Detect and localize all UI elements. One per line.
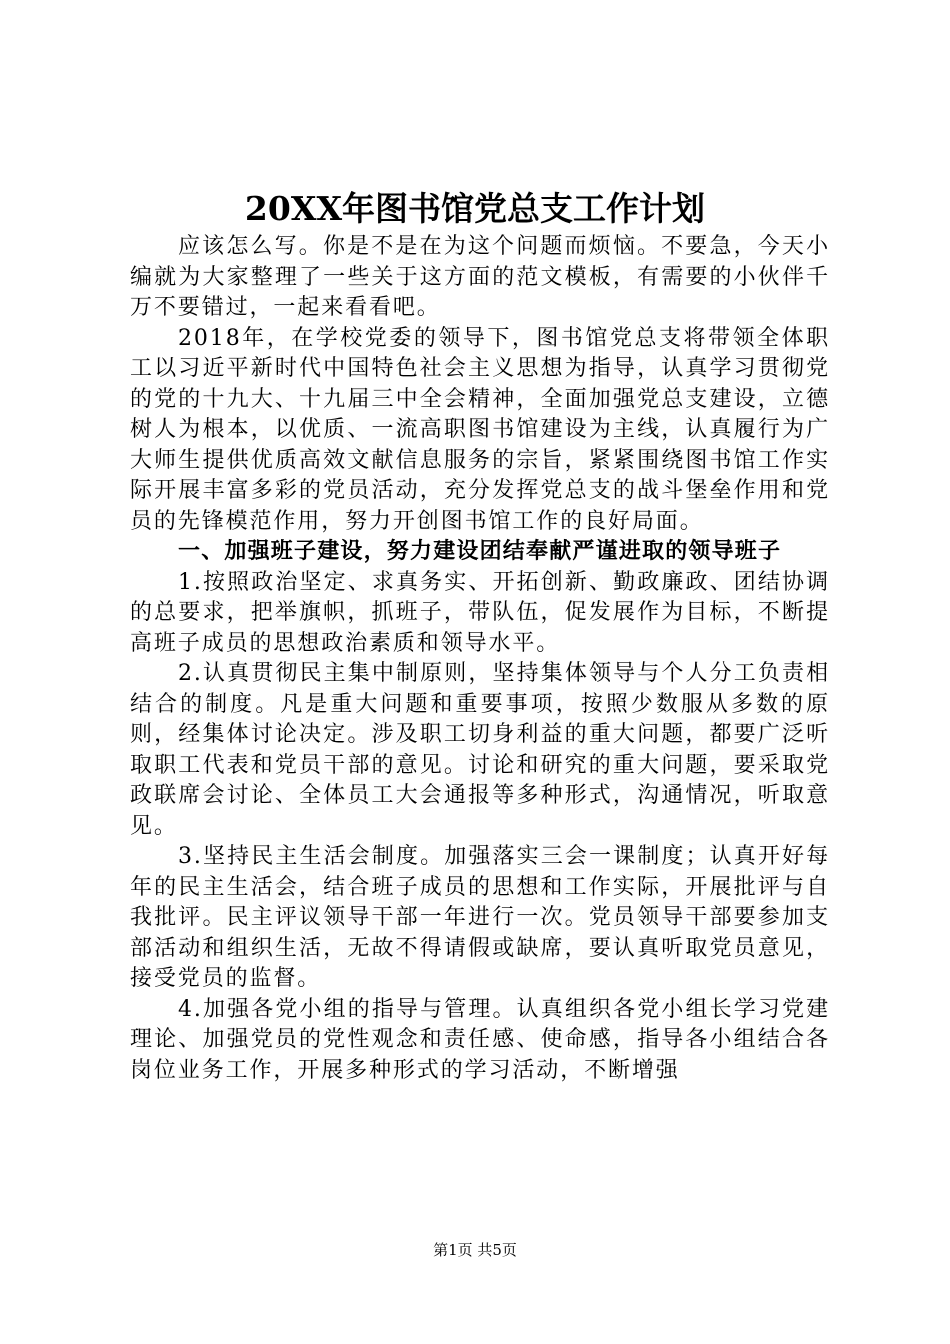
list-item: 2.认真贯彻民主集中制原则，坚持集体领导与个人分工负责相结合的制度。凡是重大问题和重要事项，按照少数服从多数的原则，经集体讨论决定。涉及职工切身利益的重大问题，都要广泛听取职工代表和党员干部的意见。讨论和研究的重大问题，要采取党政联席会讨论、全体员工大会通报等多种形式，沟通情况，听取意见。 — [130, 661, 830, 839]
intro-paragraph: 应该怎么写。你是不是在为这个问题而烦恼。不要急，今天小编就为大家整理了一些关于这方面的范文模板，有需要的小伙伴千万不要错过，一起来看看吧。 — [130, 234, 830, 320]
overview-paragraph: 2018年，在学校党委的领导下，图书馆党总支将带领全体职工以习近平新时代中国特色社会主义思想为指导，认真学习贯彻党的党的十九大、十九届三中全会精神，全面加强党总支建设，立德树人为根本，以优质、一流高职图书馆建设为主线，认真履行为广大师生提供优质高效文献信息服务的宗旨，紧紧围绕图书馆工作实际开展丰富多彩的党员活动，充分发挥党总支的战斗堡垒作用和党员的先锋模范作用，努力开创图书馆工作的良好局面。 — [130, 325, 830, 534]
section-heading: 一、加强班子建设，努力建设团结奉献严谨进取的领导班子 — [178, 539, 782, 564]
list-item: 4.加强各党小组的指导与管理。认真组织各党小组长学习党建理论、加强党员的党性观念和责任感、使命感，指导各小组结合各岗位业务工作，开展多种形式的学习活动，不断增强 — [130, 996, 830, 1083]
page-number-footer: 第1页 共5页 — [433, 1241, 517, 1259]
document-body — [130, 232, 830, 1086]
document-title: 20XX年图书馆党总支工作计划 — [244, 189, 706, 228]
list-item: 3.坚持民主生活会制度。加强落实三会一课制度；认真开好每年的民主生活会，结合班子成员的思想和工作实际，开展批评与自我批评。民主评议领导干部一年进行一次。党员领导干部要参加支部活动和组织生活，无故不得请假或缺席，要认真听取党员意见，接受党员的监督。 — [130, 844, 830, 991]
list-item: 1.按照政治坚定、求真务实、开拓创新、勤政廉政、团结协调的总要求，把举旗帜，抓班子，带队伍，促发展作为目标，不断提高班子成员的思想政治素质和领导水平。 — [130, 569, 830, 656]
